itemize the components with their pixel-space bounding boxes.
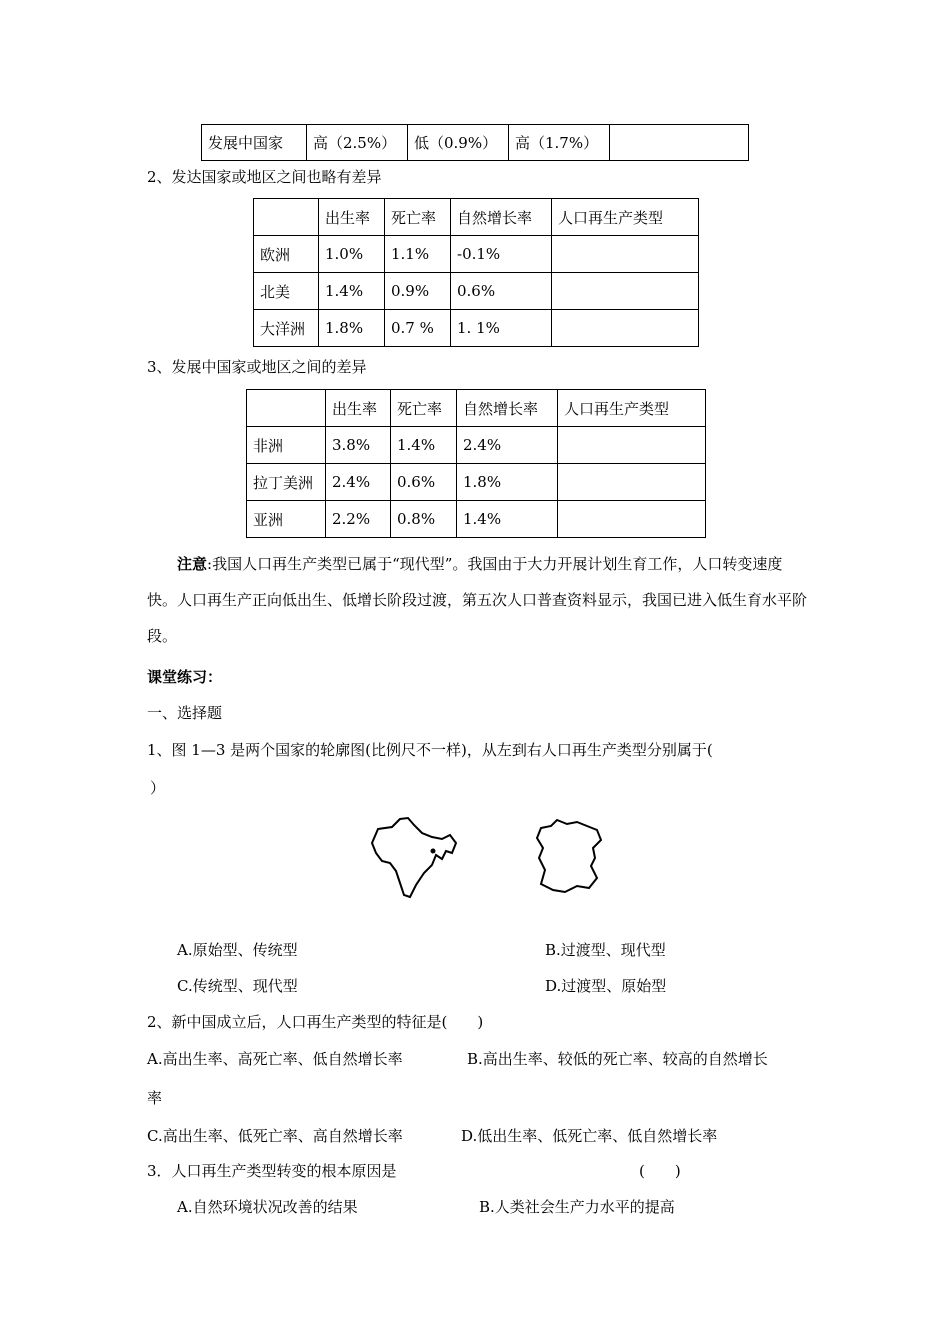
table-cell: 大洋洲 [254,310,319,347]
table-cell: 欧洲 [254,236,319,273]
header-cell: 自然增长率 [457,390,558,427]
q3-option-b: B.人类社会生产力水平的提高 [479,1198,675,1216]
header-cell: 自然增长率 [451,199,552,236]
header-cell [254,199,319,236]
france-outline-map [535,818,605,896]
table-cell: 0.6% [451,273,552,310]
india-outline-map [370,815,458,901]
q2-option-b: B.高出生率、较低的死亡率、较高的自然增长 [467,1050,768,1068]
q3-bracket: ( ) [639,1162,681,1180]
table-cell: 0.8% [391,501,457,538]
header-cell: 出生率 [326,390,391,427]
table-header-row [254,199,699,236]
note-text: :我国人口再生产类型已属于“现代型”。我国由于大力开展计划生育工作，人口转变速度快。人口再生产正向低出生、低增长阶段过渡，第五次人口普查资料显示，我国已进入低生育水平阶段。 [147,555,808,645]
header-cell: 死亡率 [391,390,457,427]
table-header-row [247,390,706,427]
section3-heading: 3、发展中国家或地区之间的差异 [147,358,367,376]
q2-option-d: D.低出生率、低死亡率、低自然增长率 [461,1127,718,1145]
table-cell [558,464,706,501]
table-cell: 2.4% [457,427,558,464]
table-cell: 1.0% [319,236,385,273]
table-cell: 1.8% [319,310,385,347]
table-cell: 1.4% [391,427,457,464]
table-row [247,427,706,464]
table-cell: 1.1% [385,236,451,273]
table-cell: 拉丁美洲 [247,464,326,501]
table-developing-regions [246,389,706,538]
table-cell: 2.2% [326,501,391,538]
note-paragraph [147,546,807,654]
q1-stem: 1、图 1—3 是两个国家的轮廓图(比例尺不一样)，从左到右人口再生产类型分别属于( [147,741,713,759]
table-developing-summary [201,124,749,161]
q2-stem: 2、新中国成立后，人口再生产类型的特征是( ) [147,1013,484,1031]
table-cell: -0.1% [451,236,552,273]
table-cell: 1. 1% [451,310,552,347]
table-cell: 高（1.7%） [509,125,610,161]
table-row [247,464,706,501]
q1-option-c: C.传统型、现代型 [177,977,298,995]
q2-option-c: C.高出生率、低死亡率、高自然增长率 [147,1127,403,1145]
q1-option-b: B.过渡型、现代型 [545,941,666,959]
table-cell [610,125,749,161]
table-cell [558,501,706,538]
q1-stem-end: ） [150,779,166,797]
table-cell: 0.6% [391,464,457,501]
table-developed-regions [253,198,699,347]
table-cell: 非洲 [247,427,326,464]
q2-option-a: A.高出生率、高死亡率、低自然增长率 [147,1050,403,1068]
table-row [202,125,749,161]
q1-option-d: D.过渡型、原始型 [545,977,667,995]
table-cell: 0.7 % [385,310,451,347]
table-cell [558,427,706,464]
table-cell [552,273,699,310]
note-label: 注意 [177,555,208,573]
table-cell: 1.8% [457,464,558,501]
header-cell: 死亡率 [385,199,451,236]
table-cell: 发展中国家 [202,125,307,161]
table-row [247,501,706,538]
header-cell: 人口再生产类型 [552,199,699,236]
table-cell: 低（0.9%） [408,125,509,161]
table-row [254,310,699,347]
table-cell: 1.4% [457,501,558,538]
header-cell: 出生率 [319,199,385,236]
table-cell: 1.4% [319,273,385,310]
table-cell: 高（2.5%） [307,125,408,161]
header-cell [247,390,326,427]
table-cell: 亚洲 [247,501,326,538]
table-cell: 3.8% [326,427,391,464]
table-cell [552,236,699,273]
q3-stem: 3．人口再生产类型转变的根本原因是 [147,1162,397,1180]
practice-title: 课堂练习： [147,668,223,686]
q2-option-b-cont: 率 [147,1089,163,1107]
table-cell [552,310,699,347]
part1-heading: 一、选择题 [147,704,223,722]
q1-option-a: A.原始型、传统型 [177,941,298,959]
table-row [254,236,699,273]
table-cell: 2.4% [326,464,391,501]
table-cell: 北美 [254,273,319,310]
header-cell: 人口再生产类型 [558,390,706,427]
table-row [254,273,699,310]
q3-option-a: A.自然环境状况改善的结果 [177,1198,358,1216]
section2-heading: 2、发达国家或地区之间也略有差异 [147,168,382,186]
table-cell: 0.9% [385,273,451,310]
